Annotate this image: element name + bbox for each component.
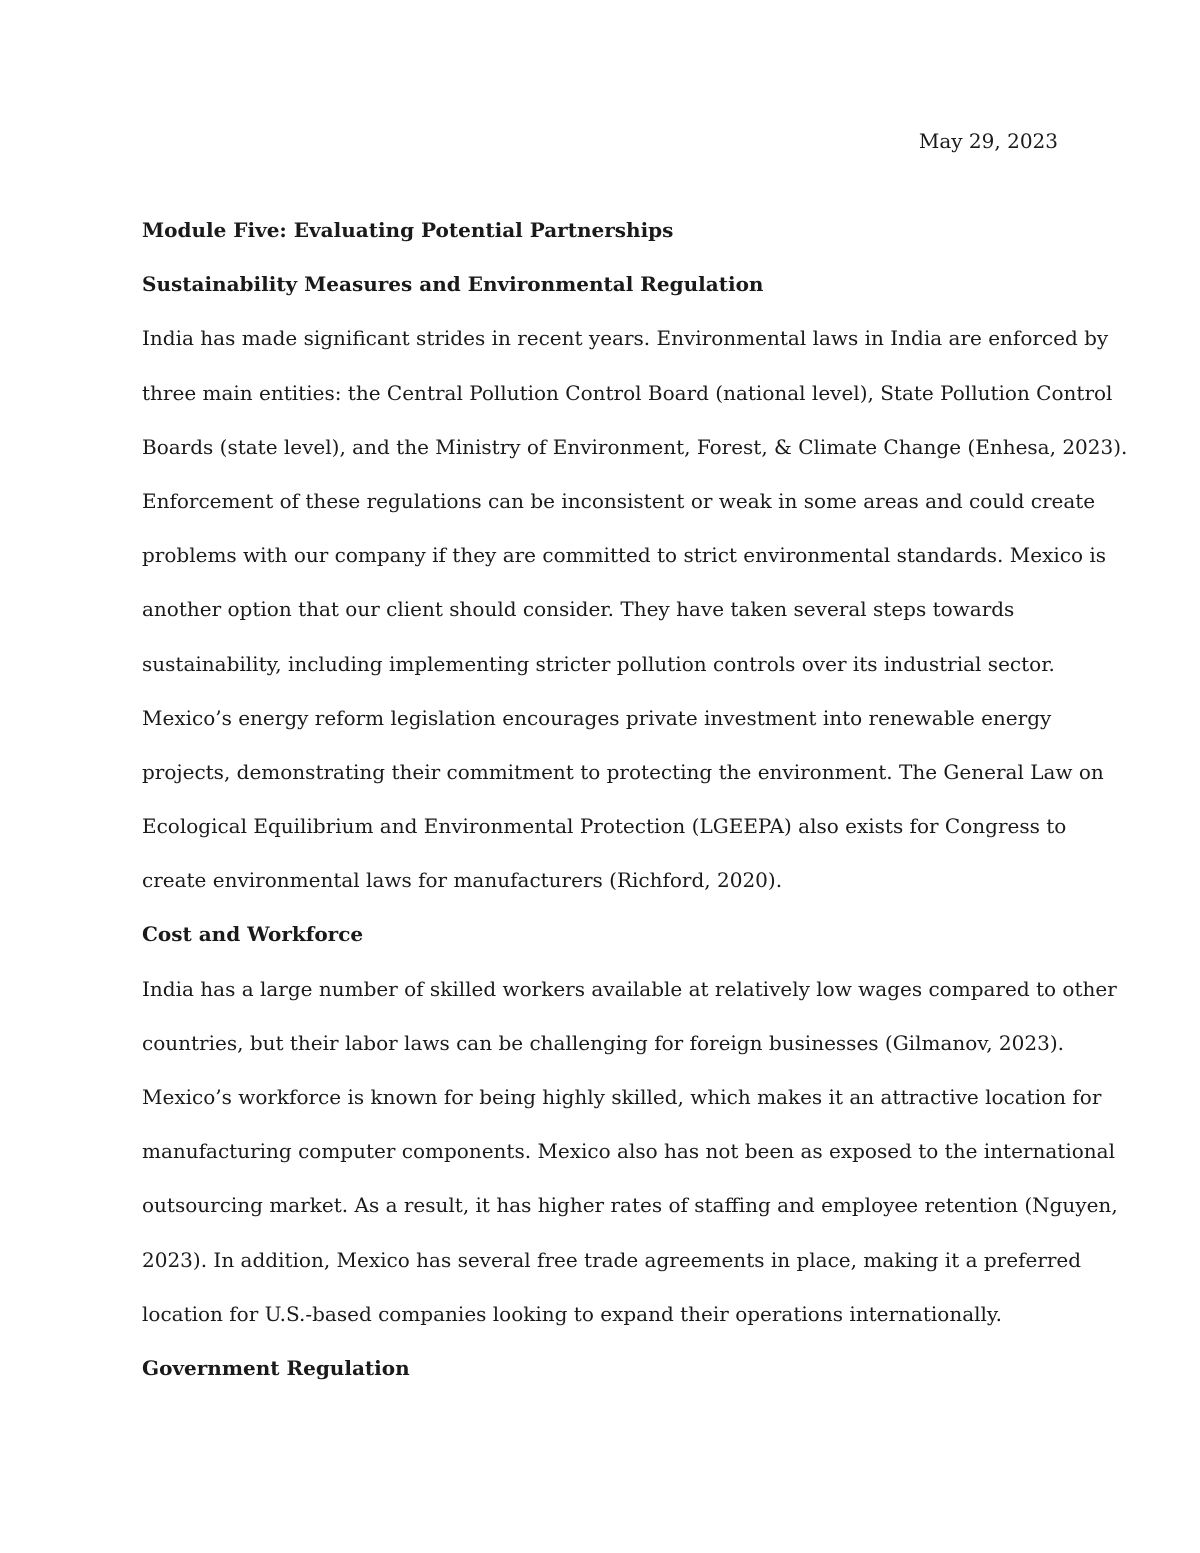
- paragraph-line: Mexico’s energy reform legislation encourages private investment into renewable energy: [142, 705, 1052, 730]
- document-date: May 29, 2023: [918, 129, 1058, 153]
- paragraph-line: location for U.S.-based companies looking to expand their operations internationally.: [142, 1301, 1002, 1326]
- paragraph-line: countries, but their labor laws can be challenging for foreign businesses (Gilmanov, 2023).: [142, 1030, 1064, 1055]
- paragraph-line: manufacturing computer components. Mexico also has not been as exposed to the international: [142, 1139, 1115, 1164]
- paragraph-line: outsourcing market. As a result, it has higher rates of staffing and employee retention (Nguyen,: [142, 1193, 1118, 1218]
- paragraph-line: India has a large number of skilled workers available at relatively low wages compared to other: [142, 976, 1117, 1001]
- document-title: Module Five: Evaluating Potential Partnerships: [142, 218, 674, 242]
- paragraph-line: 2023). In addition, Mexico has several free trade agreements in place, making it a preferred: [142, 1247, 1082, 1272]
- paragraph-line: projects, demonstrating their commitment to protecting the environment. The General Law on: [142, 759, 1104, 784]
- document-body: [142, 203, 1128, 1395]
- section-heading-cost-workforce: Cost and Workforce: [142, 922, 364, 947]
- paragraph-line: sustainability, including implementing stricter pollution controls over its industrial sector.: [142, 651, 1055, 676]
- paragraph-line: Boards (state level), and the Ministry of Environment, Forest, & Climate Change (Enhesa, 2023).: [142, 434, 1128, 459]
- paragraph-line: Mexico’s workforce is known for being highly skilled, which makes it an attractive location for: [142, 1085, 1102, 1109]
- paragraph-line: Ecological Equilibrium and Environmental Protection (LGEEPA) also exists for Congress to: [142, 814, 1067, 839]
- paragraph-line: three main entities: the Central Pollution Control Board (national level), State Pollution Control: [142, 380, 1113, 405]
- section-heading-government-regulation: Government Regulation: [142, 1355, 410, 1380]
- paragraph-line: problems with our company if they are committed to strict environmental standards. Mexico is: [142, 543, 1107, 568]
- paragraph-line: another option that our client should consider. They have taken several steps towards: [142, 597, 1015, 622]
- paragraph-line: Enforcement of these regulations can be inconsistent or weak in some areas and could create: [142, 488, 1096, 513]
- paragraph-line: create environmental laws for manufacturers (Richford, 2020).: [142, 868, 783, 893]
- paragraph-line: India has made significant strides in recent years. Environmental laws in India are enforced by: [142, 326, 1109, 351]
- section-heading-sustainability: Sustainability Measures and Environmental Regulation: [142, 272, 764, 297]
